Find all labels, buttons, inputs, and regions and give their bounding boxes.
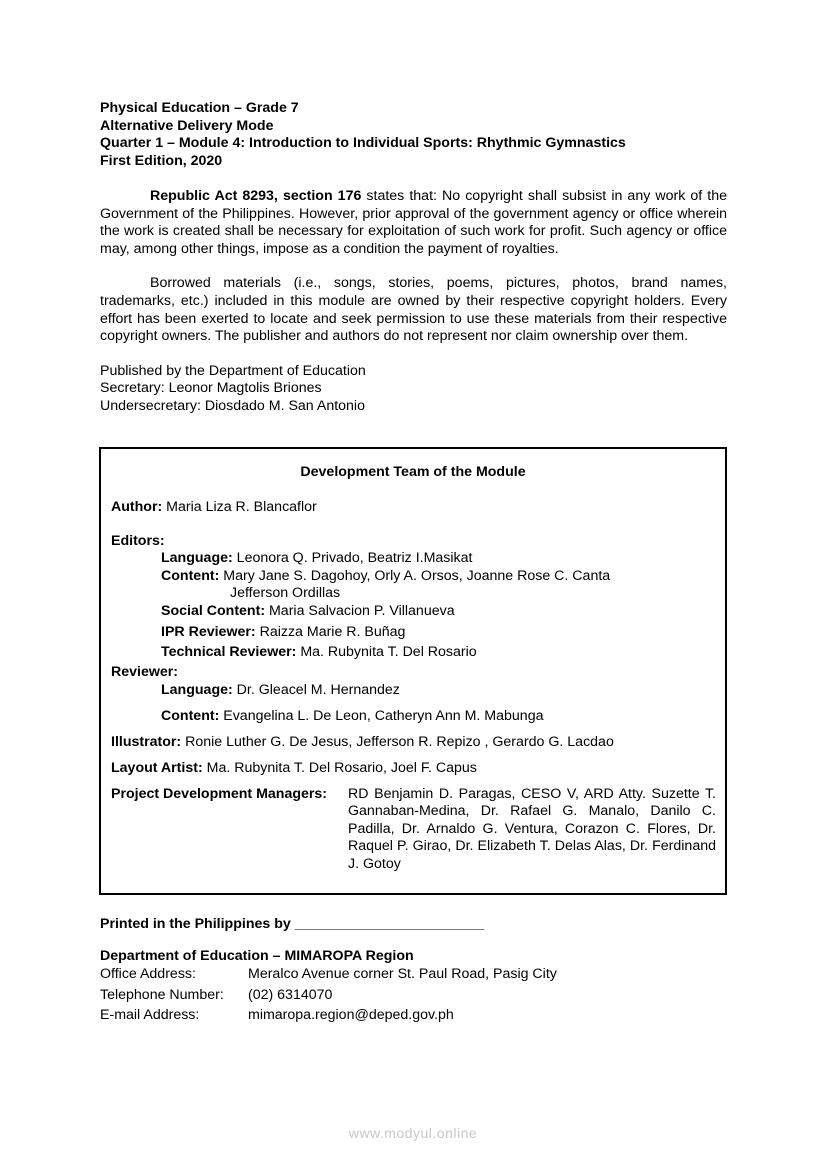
label: Telephone Number:	[100, 987, 224, 1003]
publisher: Published by the Department of Education	[100, 362, 366, 379]
borrowed-paragraph	[100, 275, 727, 345]
copyright-paragraph	[100, 188, 727, 258]
copyright-law: Republic Act 8293, section 176	[150, 188, 362, 204]
pdm-label: Project Development Managers:	[111, 786, 328, 802]
label: Technical Reviewer:	[161, 644, 297, 660]
layout-artist-row	[111, 760, 477, 776]
office-address-row	[100, 966, 557, 982]
reviewer-language-row	[161, 682, 400, 698]
label: IPR Reviewer:	[161, 624, 256, 640]
telephone-row	[100, 987, 333, 1003]
value: Evangelina L. De Leon, Catheryn Ann M. Mabunga	[219, 708, 544, 724]
value: Ronie Luther G. De Jesus, Jefferson R. Repizo , Gerardo G. Lacdao	[181, 734, 614, 750]
editor-content-continued: Jefferson Ordillas	[230, 585, 341, 601]
borrowed-text: Borrowed materials (i.e., songs, stories, poems, pictures, photos, brand names, trademarks, etc.) included in this module are owned by their respective copyright holders. Every effort has been exerted to locate and seek permission to use these materials from their respective copyright owners. The publisher and authors do not represent nor claim ownership over them.	[100, 275, 727, 345]
author-row	[111, 499, 317, 515]
development-team-box	[99, 447, 727, 895]
deped-region-title: Department of Education – MIMAROPA Region	[100, 948, 414, 964]
label: Content:	[161, 568, 220, 584]
value: mimaropa.region@deped.gov.ph	[248, 1007, 454, 1023]
team-title: Development Team of the Module	[300, 464, 526, 480]
illustrator-row	[111, 734, 614, 750]
editor-social-row	[161, 603, 455, 619]
label: Social Content:	[161, 603, 266, 619]
label: E-mail Address:	[100, 1007, 200, 1023]
copyright-text: states that: No copyright shall subsist in any work of the Government of the Philippines. However, prior approval of the government agency or office wherein the work is created shall be necessary for exploitation of such work for profit. Such agency or office may, among other things, impose as a condition the payment of royalties.	[100, 188, 728, 257]
secretary: Secretary: Leonor Magtolis Briones	[100, 380, 322, 397]
reviewer-label: Reviewer:	[111, 664, 179, 680]
value: Dr. Gleacel M. Hernandez	[232, 682, 400, 698]
editor-language-row	[161, 550, 472, 566]
value: Meralco Avenue corner St. Paul Road, Pasig City	[248, 966, 557, 982]
editor-technical-row	[161, 644, 477, 660]
undersecretary: Undersecretary: Diosdado M. San Antonio	[100, 397, 365, 414]
value: (02) 6314070	[248, 987, 333, 1003]
edition: First Edition, 2020	[100, 152, 223, 169]
printed-by: Printed in the Philippines by ________________________	[100, 916, 485, 932]
label: Illustrator:	[111, 734, 182, 750]
value: Ma. Rubynita T. Del Rosario	[296, 644, 477, 660]
module-title: Quarter 1 – Module 4: Introduction to Individual Sports: Rhythmic Gymnastics	[100, 135, 626, 151]
value: Raizza Marie R. Buñag	[255, 624, 406, 640]
watermark: www.modyul.online	[348, 1125, 478, 1141]
pdm-value: RD Benjamin D. Paragas, CESO V, ARD Atty. Suzette T. Gannaban-Medina, Dr. Rafael G. Manalo, Danilo C. Padilla, Dr. Arnaldo G. Ventura, Corazon C. Flores, Dr. Raquel P. Girao, Dr. Elizabeth T. Delas Alas, Dr. Ferdinand J. Gotoy	[348, 786, 716, 872]
label: Language:	[161, 682, 233, 698]
editor-ipr-row	[161, 624, 405, 640]
delivery-mode: Alternative Delivery Mode	[100, 117, 274, 134]
author-label: Author:	[111, 499, 163, 515]
label: Content:	[161, 708, 220, 724]
label: Language:	[161, 550, 233, 566]
module-header	[100, 100, 727, 170]
label: Layout Artist:	[111, 760, 203, 776]
reviewer-content-row	[161, 708, 543, 724]
label: Office Address:	[100, 966, 196, 982]
subject-title: Physical Education – Grade 7	[100, 100, 299, 116]
value: Leonora Q. Privado, Beatriz I.Masikat	[232, 550, 473, 566]
publisher-info	[100, 363, 727, 416]
author-value: Maria Liza R. Blancaflor	[162, 499, 317, 515]
email-row	[100, 1007, 454, 1023]
value: Mary Jane S. Dagohoy, Orly A. Orsos, Joanne Rose C. Canta	[219, 568, 611, 584]
editors-label: Editors:	[111, 533, 165, 549]
value: Ma. Rubynita T. Del Rosario, Joel F. Capus	[202, 760, 477, 776]
value: Maria Salvacion P. Villanueva	[265, 603, 455, 619]
editor-content-row	[161, 568, 610, 584]
document-page	[100, 100, 727, 415]
